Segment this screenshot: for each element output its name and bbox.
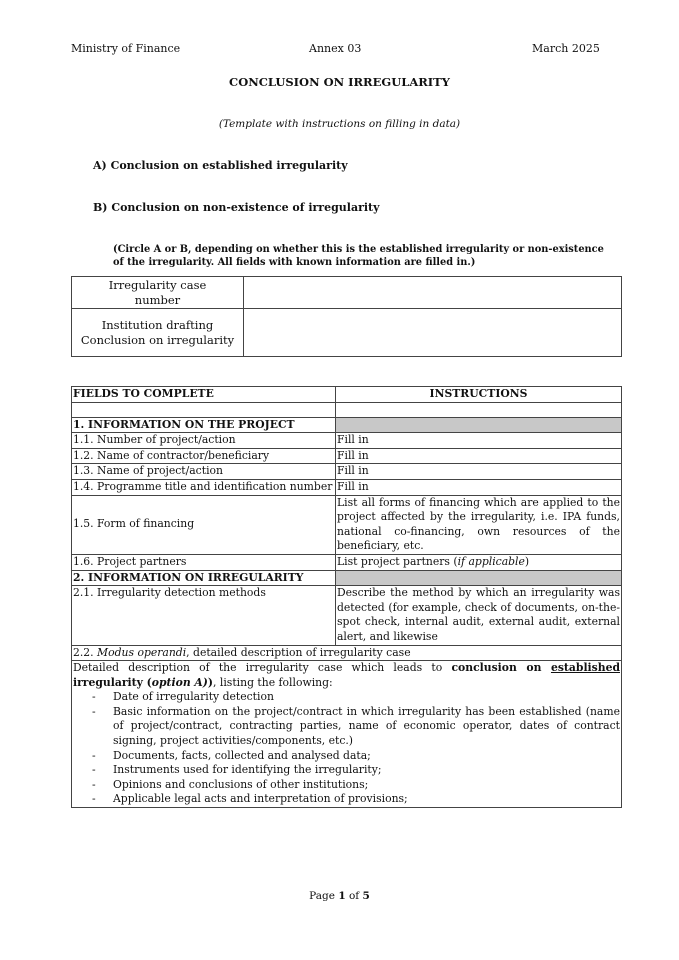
field-project-name: 1.3. Name of project/action [72,464,336,480]
list-item: - Opinions and conclusions of other institutions; [113,778,620,793]
document-subtitle: (Template with instructions on filling in data) [218,118,461,130]
header-date: March 2025 [532,42,600,55]
col-header-instructions: INSTRUCTIONS [336,387,622,403]
field-form-of-financing: 1.5. Form of financing [72,495,336,554]
institution-label: Institution drafting Conclusion on irregularity [72,309,244,357]
field-modus-operandi: 2.2. Modus operandi, detailed description of irregularity case [72,645,622,661]
header-ministry: Ministry of Finance [71,42,181,55]
field-project-partners: 1.6. Project partners [72,554,336,570]
page-number: Page 1 of 5 [309,890,370,902]
list-item: - Date of irregularity detection [113,690,620,705]
document-title: CONCLUSION ON IRREGULARITY [229,75,450,89]
section-project-heading: 1. INFORMATION ON THE PROJECT [72,417,336,433]
detailed-description-intro: Detailed description of the irregularity case which leads to conclusion on established irregularity (option A)), listing the following: [73,661,620,689]
instr-project-number: Fill in [336,433,622,449]
instr-programme-title: Fill in [336,479,622,495]
instr-contractor-name: Fill in [336,448,622,464]
header-annex: Annex 03 [309,42,362,55]
fields-table [71,386,622,808]
list-item: - Applicable legal acts and interpretation of provisions; [113,792,620,807]
field-programme-title: 1.4. Programme title and identification number [72,479,336,495]
instr-form-of-financing: List all forms of financing which are applied to the project affected by the irregularity, i.e. IPA funds, national co-financing, own resources of the beneficiary, etc. [336,495,622,554]
list-item: - Documents, facts, collected and analysed data; [113,749,620,764]
list-item: - Instruments used for identifying the irregularity; [113,763,620,778]
col-header-fields: FIELDS TO COMPLETE [72,387,336,403]
option-a: A) Conclusion on established irregularity [93,159,348,172]
instr-project-partners: List project partners (if applicable) [336,554,622,570]
section-irregularity-heading: 2. INFORMATION ON IRREGULARITY [72,570,336,586]
option-b: B) Conclusion on non-existence of irregularity [93,201,380,214]
spacer-row [72,402,336,417]
detail-list [73,690,620,807]
field-contractor-name: 1.2. Name of contractor/beneficiary [72,448,336,464]
case-number-label: Irregularity case number [72,277,244,309]
field-detection-methods: 2.1. Irregularity detection methods [72,586,336,645]
field-project-number: 1.1. Number of project/action [72,433,336,449]
detailed-description-cell [72,661,622,808]
case-info-table [71,276,622,357]
instr-project-name: Fill in [336,464,622,480]
instr-detection-methods: Describe the method by which an irregularity was detected (for example, check of documents, on-the-spot check, internal audit, external audit, external alert, and likewise [336,586,622,645]
case-number-value[interactable] [244,277,622,309]
list-item: - Basic information on the project/contract in which irregularity has been established (name of project/contract, contracting parties, name of economic operator, dates of contract signing, project activities/components, etc.) [113,705,620,749]
institution-value[interactable] [244,309,622,357]
instruction-note: (Circle A or B, depending on whether this is the established irregularity or non-existence of the irregularity. All fields with known information are filled in.) [113,244,604,268]
